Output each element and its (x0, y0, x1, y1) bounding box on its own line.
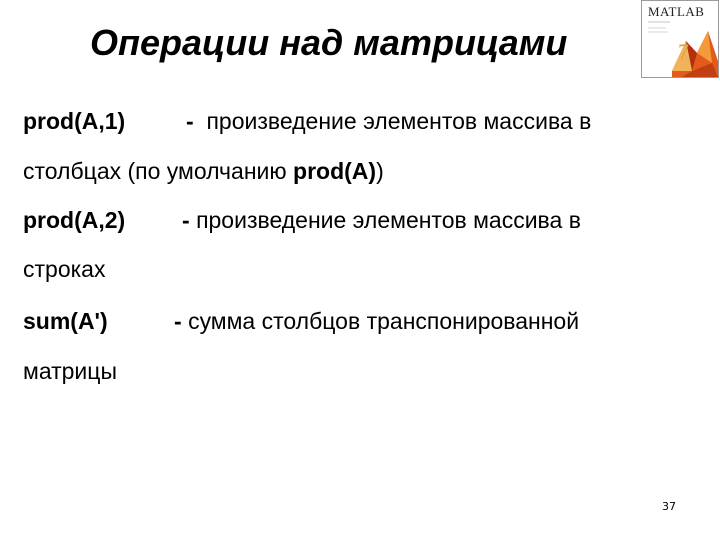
item-3-desc (174, 308, 579, 335)
item-2-desc (182, 207, 581, 234)
item-1-desc-cont (23, 158, 384, 185)
matlab-logo (641, 0, 719, 78)
item-2-desc-line1: произведение элементов массива в (196, 207, 581, 233)
page-number: 37 (662, 500, 676, 513)
matlab-logo-text: MATLAB (648, 4, 705, 19)
item-1-desc (186, 108, 591, 135)
item-1-desc-line2-cmd: prod(A) (293, 158, 377, 184)
item-1-command: prod(A,1) (23, 108, 126, 134)
item-3-dash: - (174, 308, 182, 334)
membrane-icon (642, 1, 719, 78)
item-2-dash: - (182, 207, 190, 233)
item-1-desc-line2-suffix: ) (376, 158, 384, 184)
item-1-desc-line2-prefix: столбцах (по умолчанию (23, 158, 294, 184)
item-3-desc-line2: матрицы (23, 358, 117, 384)
slide-title: Операции над матрицами (90, 22, 568, 63)
item-3-command: sum(A') (23, 308, 108, 334)
item-3-desc-cont (23, 358, 117, 385)
item-2-row (23, 207, 125, 234)
logo-version: 7 (678, 39, 689, 64)
item-2-desc-cont (23, 256, 105, 283)
item-1-row (23, 108, 125, 135)
item-1-dash: - (186, 108, 194, 134)
item-3-row (23, 308, 108, 335)
item-3-desc-line1: сумма столбцов транспонированной (188, 308, 580, 334)
item-2-desc-line2: строках (23, 256, 106, 282)
item-2-command: prod(A,2) (23, 207, 126, 233)
item-1-desc-line1: произведение элементов массива в (206, 108, 592, 134)
